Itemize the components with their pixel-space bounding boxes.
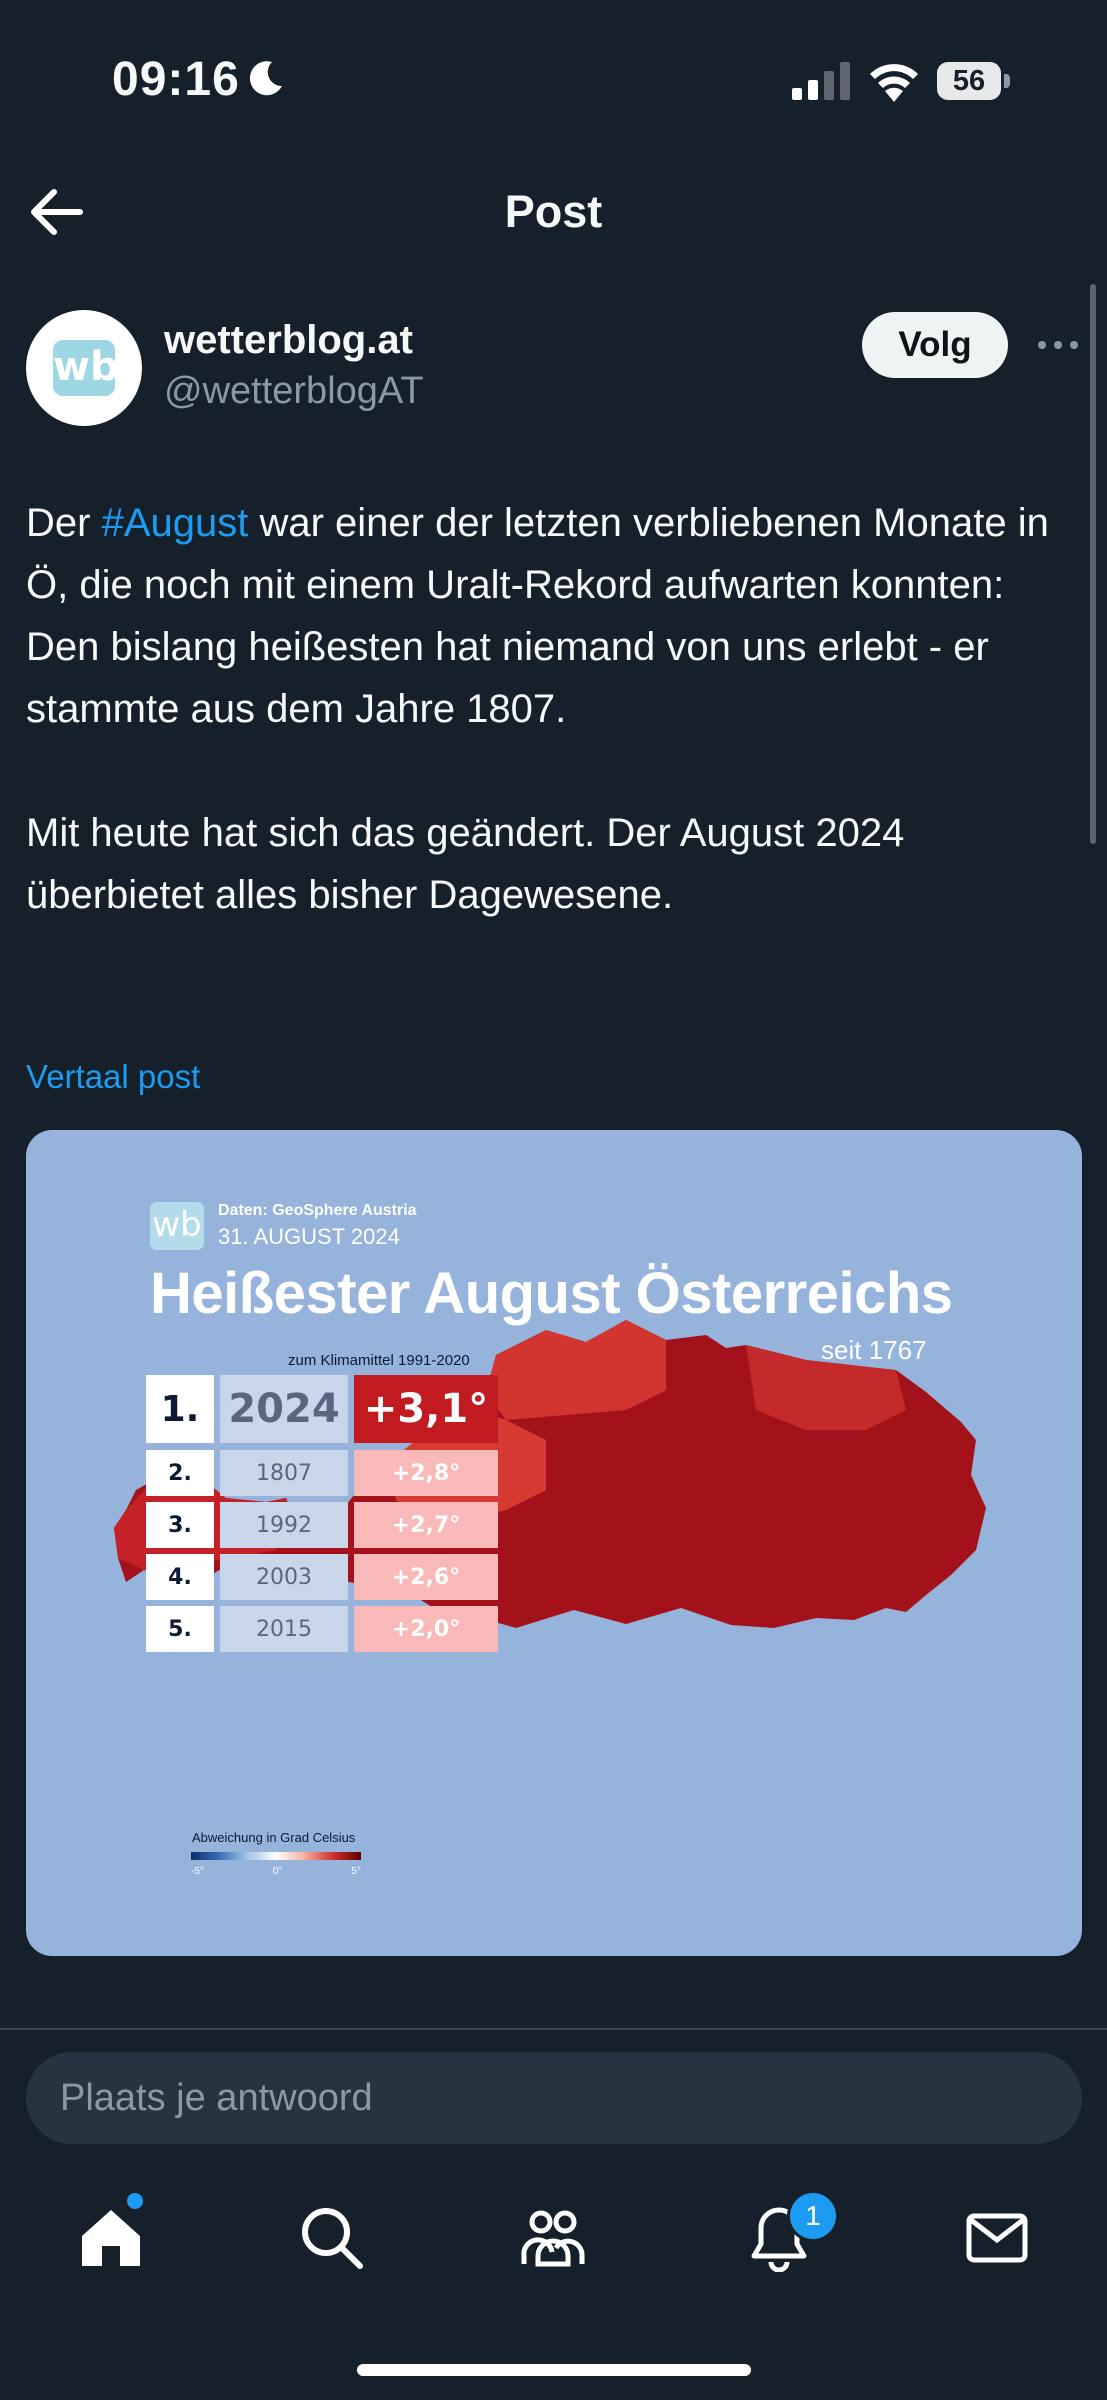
follow-button[interactable]: Volg: [862, 312, 1008, 378]
wifi-icon: [868, 58, 920, 102]
signal-icon: [792, 62, 850, 100]
legend-title: Abweichung in Grad Celsius: [192, 1830, 356, 1845]
post-paragraph-1: [26, 492, 1086, 740]
rank-3: 3.: [146, 1502, 214, 1548]
post-paragraph-2: Mit heute hat sich das geändert. Der August 2024 überbietet alles bisher Dagewesene.: [26, 811, 905, 917]
rank-2: 2.: [146, 1450, 214, 1496]
post-text-part: war einer der letzten verbliebenen Monate in Ö, die noch mit einem Uralt-Rekord aufwarten konnten: Den bislang heißesten hat niemand von uns erlebt - er stammte aus dem Jahre 1807.: [26, 501, 1049, 731]
translate-link[interactable]: Vertaal post: [26, 1058, 201, 1095]
anomaly-1: +3,1°: [354, 1375, 498, 1443]
anomaly-5: +2,0°: [354, 1606, 498, 1652]
page-title: Post: [504, 186, 603, 237]
rank-5: 5.: [146, 1606, 214, 1652]
year-2: 1807: [220, 1450, 348, 1496]
wb-logo: wb: [150, 1202, 204, 1250]
anomaly-4: +2,6°: [354, 1554, 498, 1600]
year-5: 2015: [220, 1606, 348, 1652]
reply-input[interactable]: [26, 2052, 1082, 2144]
moon-icon: [246, 58, 286, 98]
hashtag-link[interactable]: #August: [101, 501, 249, 545]
image-since: seit 1767: [821, 1335, 927, 1365]
status-time: 09:16: [112, 53, 240, 106]
more-icon[interactable]: [1036, 330, 1080, 360]
home-indicator: [357, 2364, 751, 2376]
battery-icon: [937, 62, 1011, 100]
legend-ticks: [191, 1866, 361, 1877]
year-3: 1992: [220, 1502, 348, 1548]
notifications-badge: 1: [787, 2190, 839, 2242]
scrollbar[interactable]: [1090, 284, 1096, 844]
legend-min: -5°: [191, 1866, 204, 1877]
search-icon[interactable]: [296, 2202, 366, 2272]
home-unread-dot: [127, 2193, 143, 2209]
image-headline: Heißester August Österreichs: [150, 1261, 953, 1326]
rank-1: 1.: [146, 1375, 214, 1443]
legend-color-bar: [191, 1852, 361, 1860]
legend-max: 5°: [351, 1866, 361, 1877]
mail-icon[interactable]: [962, 2202, 1032, 2272]
image-reference: zum Klimamittel 1991-2020: [288, 1352, 470, 1369]
divider: [0, 2028, 1107, 2030]
year-4: 2003: [220, 1554, 348, 1600]
author-name[interactable]: wetterblog.at: [164, 318, 413, 362]
post-image[interactable]: [26, 1130, 1082, 1956]
year-1: 2024: [220, 1375, 348, 1443]
rank-4: 4.: [146, 1554, 214, 1600]
back-arrow-icon[interactable]: [28, 186, 84, 238]
communities-icon[interactable]: [518, 2202, 588, 2272]
anomaly-3: +2,7°: [354, 1502, 498, 1548]
battery-level: 56: [937, 62, 1001, 100]
home-icon[interactable]: [76, 2202, 146, 2272]
post-text-part: Der: [26, 501, 102, 545]
author-handle[interactable]: @wetterblogAT: [164, 370, 424, 412]
image-date: 31. AUGUST 2024: [218, 1224, 400, 1249]
image-source: Daten: GeoSphere Austria: [218, 1202, 417, 1219]
avatar-logo: wb: [53, 340, 115, 396]
avatar[interactable]: [26, 310, 142, 426]
legend-mid: 0°: [272, 1866, 283, 1877]
anomaly-2: +2,8°: [354, 1450, 498, 1496]
post-text: [26, 492, 1086, 926]
